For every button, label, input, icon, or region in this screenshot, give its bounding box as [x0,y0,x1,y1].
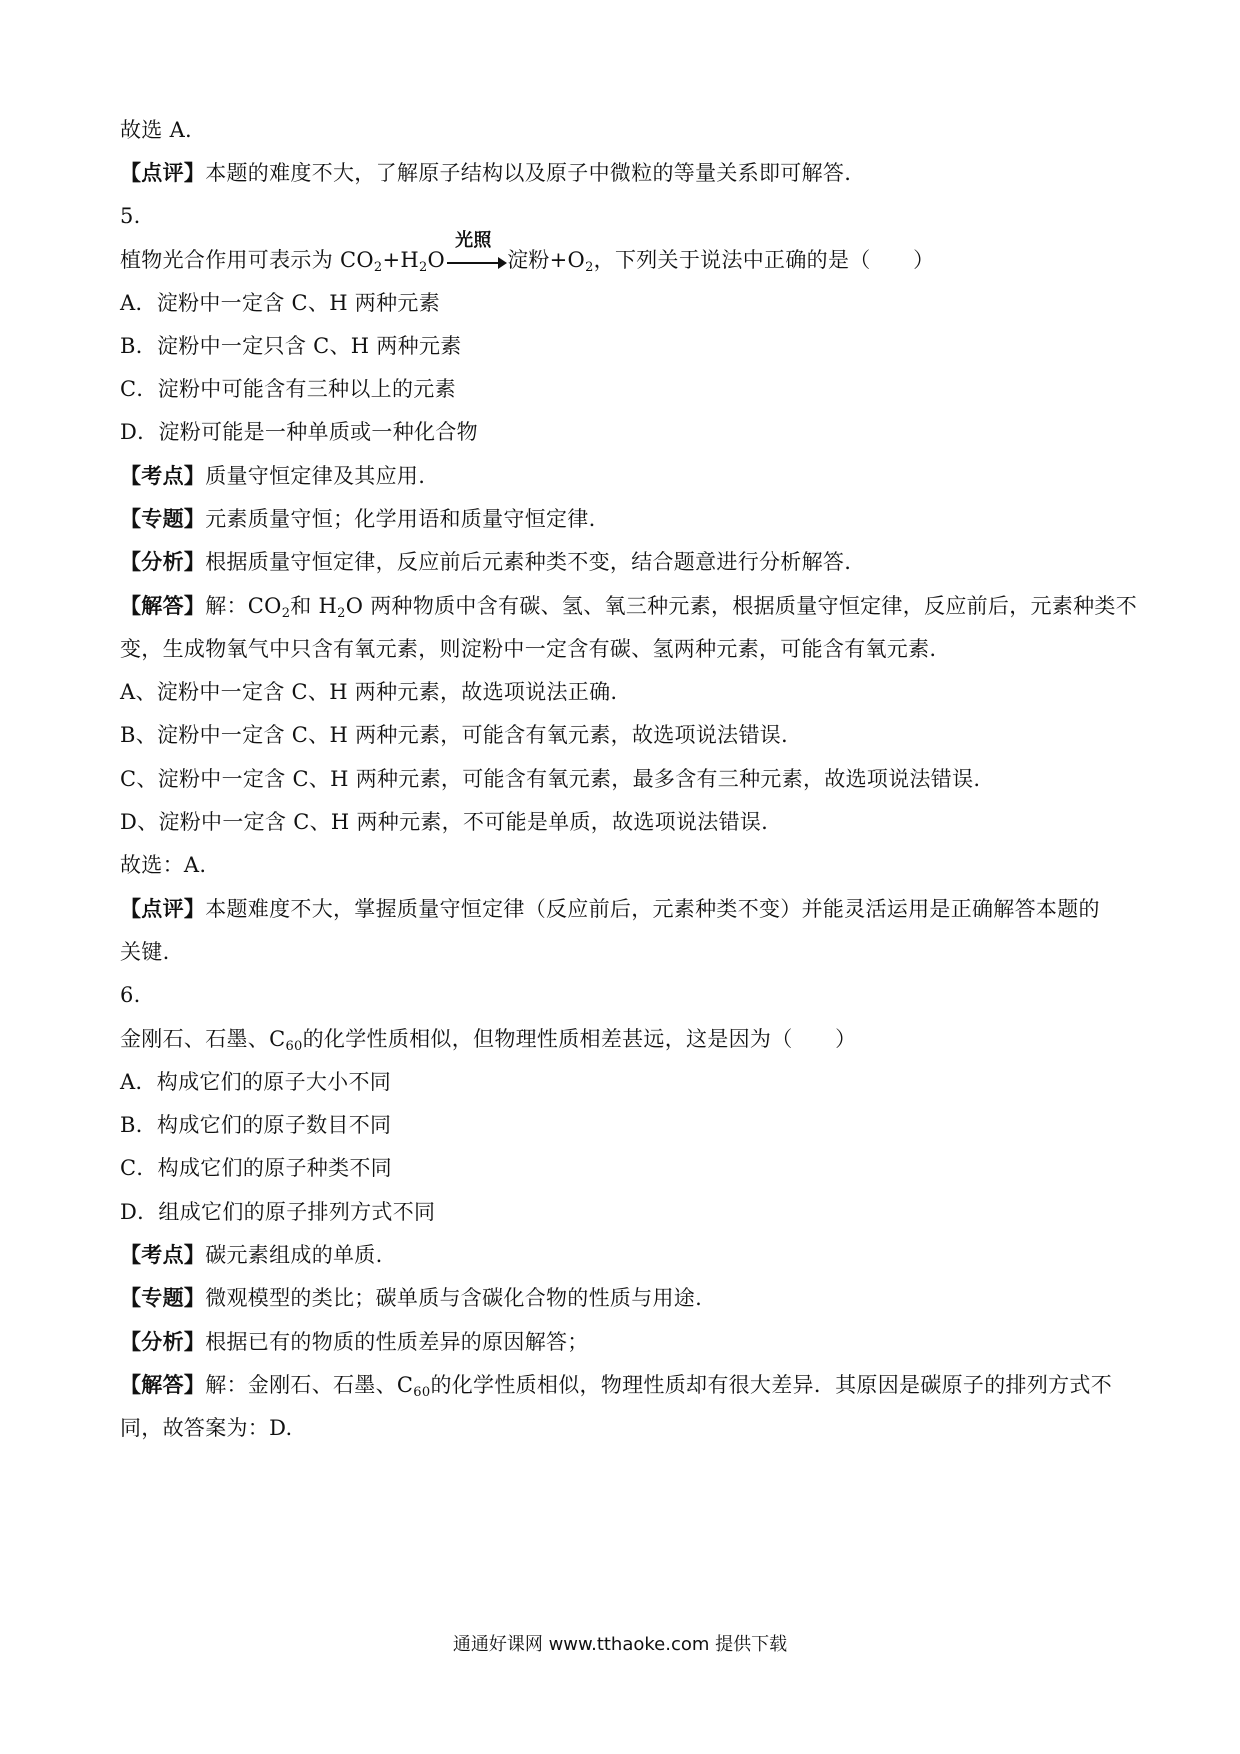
stem-text: 植物光合作用可表示为 CO [120,248,374,272]
fenxi-line [120,1327,1125,1357]
jieda-text: 和 H [290,594,338,618]
explain-text: B、淀粉中一定含 C、H 两种元素，可能含有氧元素，故选项说法错误. [120,723,789,747]
zhuanti-text: 微观模型的类比；碳单质与含碳化合物的性质与用途. [205,1286,703,1310]
explain-d [120,807,1125,837]
explain-text: A、淀粉中一定含 C、H 两种元素，故选项说法正确. [120,680,618,704]
kaodian-text: 碳元素组成的单质. [205,1243,383,1267]
explain-text: C、淀粉中一定含 C、H 两种元素，可能含有氧元素，最多含有三种元素，故选项说法错误. [120,767,981,791]
fenxi-tag: 【分析】 [120,1329,206,1354]
question-5-stem [120,230,1125,283]
zhuanti-line [120,504,1125,534]
option-text: C．构成它们的原子种类不同 [120,1156,392,1180]
comment-text: 本题难度不大，掌握质量守恒定律（反应前后，元素种类不变）并能灵活运用是正确解答本题的 [205,897,1100,921]
question-6-stem [120,1024,1125,1062]
footer-text: 通通好课网 www.tthaoke.com 提供下载 [452,1634,788,1655]
kaodian-tag: 【考点】 [120,1242,206,1267]
subscript: 2 [585,260,594,275]
question-number [120,201,1125,231]
fenxi-tag: 【分析】 [120,549,206,574]
fenxi-line [120,547,1125,577]
stem-text: 金刚石、石墨、C [120,1027,286,1051]
subscript: 2 [281,606,291,621]
question-number-text: 5. [120,204,141,228]
jieda-line [120,1370,1125,1408]
zhuanti-tag: 【专题】 [120,506,206,531]
answer-line [120,115,1125,145]
comment-tag: 【点评】 [120,896,206,921]
jieda-tag: 【解答】 [120,593,206,618]
fenxi-text: 根据已有的物质的性质差异的原因解答； [205,1330,589,1354]
option-c [120,374,1125,404]
subscript: 60 [285,1039,303,1054]
stem-text: +H [382,248,419,272]
answer-text: 故选 A. [120,118,193,142]
kaodian-tag: 【考点】 [120,463,206,488]
stem-text: 的化学性质相似，但物理性质相差甚远，这是因为（ ） [302,1027,857,1051]
option-b [120,1110,1125,1140]
jieda-text: 变，生成物氧气中只含有氧元素，则淀粉中一定含有碳、氢两种元素，可能含有氧元素. [120,637,937,661]
jieda-line [120,591,1138,629]
explain-b [120,720,1125,750]
option-d [120,1197,1125,1227]
jieda-tag: 【解答】 [120,1372,206,1397]
reaction-arrow [445,230,507,275]
zhuanti-line [120,1283,1125,1313]
option-text: A．淀粉中一定含 C、H 两种元素 [120,291,440,315]
reaction-condition-label: 光照 [455,230,492,251]
arrow-head-icon [498,257,507,269]
answer-line [120,850,1125,880]
jieda-text: 解：CO [205,594,282,618]
option-text: C．淀粉中可能含有三种以上的元素 [120,377,456,401]
comment-text: 本题的难度不大，了解原子结构以及原子中微粒的等量关系即可解答. [205,161,852,185]
option-text: A．构成它们的原子大小不同 [120,1070,392,1094]
comment-line [120,158,1125,188]
kaodian-line [120,1240,1125,1270]
zhuanti-text: 元素质量守恒；化学用语和质量守恒定律. [205,507,596,531]
jieda-text: 解：金刚石、石墨、C [205,1373,414,1397]
zhuanti-tag: 【专题】 [120,1285,206,1310]
explain-c [120,764,1125,794]
option-text: B．淀粉中一定只含 C、H 两种元素 [120,334,462,358]
comment-text: 关键. [120,940,170,964]
stem-text: O [427,248,446,272]
option-c [120,1153,1125,1183]
kaodian-line [120,461,1125,491]
arrow-line [447,262,501,264]
jieda-text: 同，故答案为：D. [120,1416,293,1440]
page-footer [0,1633,1240,1657]
option-text: D．淀粉可能是一种单质或一种化合物 [120,420,478,444]
subscript: 60 [413,1385,431,1400]
kaodian-text: 质量守恒定律及其应用. [205,464,426,488]
fenxi-text: 根据质量守恒定律，反应前后元素种类不变，结合题意进行分析解答. [205,550,852,574]
subscript: 2 [418,260,428,275]
comment-continued [120,937,1125,967]
subscript: 2 [373,260,383,275]
option-a [120,288,1125,318]
question-number [120,980,1125,1010]
jieda-text: 的化学性质相似，物理性质却有很大差异．其原因是碳原子的排列方式不 [430,1373,1113,1397]
answer-text: 故选：A. [120,853,207,877]
question-number-text: 6. [120,983,141,1007]
explain-a [120,677,1125,707]
option-a [120,1067,1125,1097]
comment-line [120,894,1125,924]
jieda-text: O 两种物质中含有碳、氢、氧三种元素，根据质量守恒定律，反应前后，元素种类不 [345,594,1138,618]
jieda-continued [120,1413,1125,1443]
option-d [120,417,1125,447]
stem-text: 淀粉+O [507,248,586,272]
comment-tag: 【点评】 [120,160,206,185]
option-b [120,331,1125,361]
stem-text: ，下列关于说法中正确的是（ ） [593,248,935,272]
option-text: D．组成它们的原子排列方式不同 [120,1200,436,1224]
jieda-continued [120,634,1125,664]
option-text: B．构成它们的原子数目不同 [120,1113,392,1137]
subscript: 2 [337,606,346,621]
explain-text: D、淀粉中一定含 C、H 两种元素，不可能是单质，故选项说法错误. [120,810,769,834]
